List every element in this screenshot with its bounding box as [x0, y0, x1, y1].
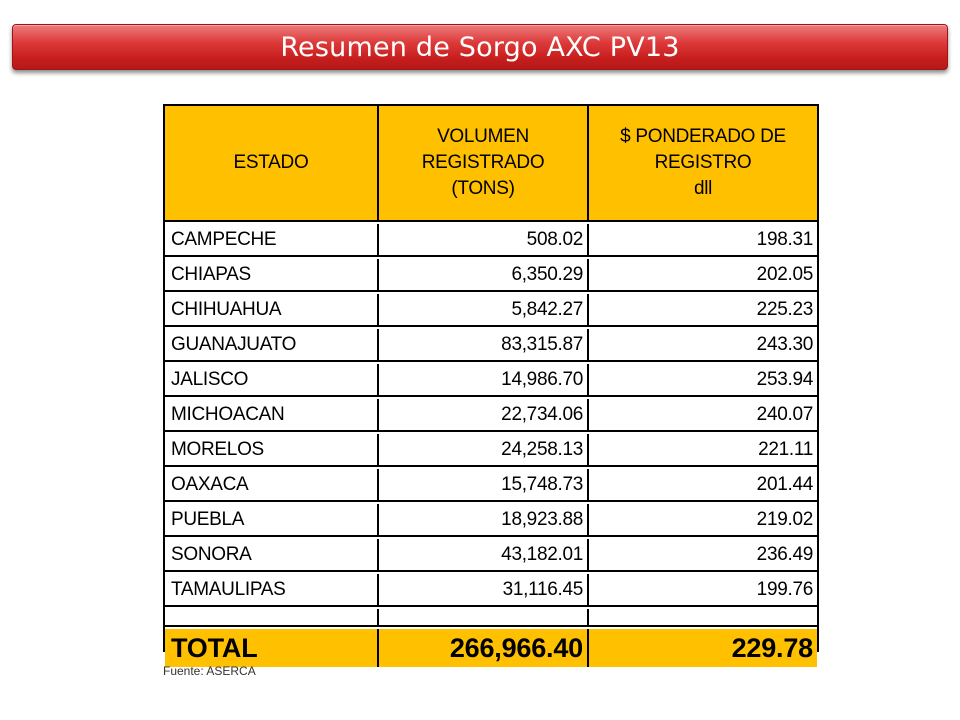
row-volumen: 24,258.13 [379, 434, 589, 465]
header-precio [589, 106, 817, 220]
table-row [165, 399, 817, 432]
table-row [165, 504, 817, 537]
row-volumen: 6,350.29 [379, 259, 589, 290]
slide-title: Resumen de Sorgo AXC PV13 [280, 31, 680, 63]
row-estado: OAXACA [165, 469, 379, 500]
row-estado: MICHOACAN [165, 399, 379, 430]
row-precio: 253.94 [756, 368, 813, 390]
row-volumen: 508.02 [379, 224, 589, 255]
table-row [165, 539, 817, 572]
row-precio: 201.44 [756, 473, 813, 495]
header-estado: ESTADO [165, 106, 379, 220]
row-volumen: 83,315.87 [379, 329, 589, 360]
table-header-row [165, 106, 817, 222]
row-estado: CAMPECHE [165, 224, 379, 255]
row-estado: PUEBLA [165, 504, 379, 535]
table-row [165, 574, 817, 607]
row-volumen: 14,986.70 [379, 364, 589, 395]
title-bar [12, 24, 948, 70]
table-row [165, 469, 817, 502]
row-estado: JALISCO [165, 364, 379, 395]
row-volumen: 5,842.27 [379, 294, 589, 325]
row-precio: 221.11 [758, 438, 813, 460]
header-precio-line3: dll [693, 178, 713, 199]
header-volumen-line3: (TONS) [451, 178, 515, 199]
row-estado: CHIAPAS [165, 259, 379, 290]
row-estado: MORELOS [165, 434, 379, 465]
table-row [165, 434, 817, 467]
row-estado: TAMAULIPAS [165, 574, 379, 605]
row-precio: 236.49 [756, 543, 813, 565]
row-precio: 240.07 [756, 403, 813, 425]
row-precio: 198.31 [756, 228, 813, 250]
row-precio: 243.30 [756, 333, 813, 355]
total-precio: 229.78 [731, 632, 813, 663]
row-volumen: 43,182.01 [379, 539, 589, 570]
row-volumen: 31,116.45 [379, 574, 589, 605]
row-volumen: 22,734.06 [379, 399, 589, 430]
table-spacer-row [165, 609, 817, 627]
table-total-row [165, 629, 817, 667]
header-volumen-line1: VOLUMEN [437, 126, 529, 147]
row-precio: 199.76 [756, 578, 813, 600]
header-precio-line2: REGISTRO [654, 152, 752, 173]
table-row [165, 294, 817, 327]
table-row [165, 329, 817, 362]
row-volumen: 18,923.88 [379, 504, 589, 535]
sorgo-summary-table [163, 104, 819, 663]
row-precio: 202.05 [756, 263, 813, 285]
header-volumen-line2: REGISTRADO [421, 152, 545, 173]
row-estado: SONORA [165, 539, 379, 570]
total-label: TOTAL [165, 629, 379, 667]
row-precio: 225.23 [756, 298, 813, 320]
row-volumen: 15,748.73 [379, 469, 589, 500]
row-precio: 219.02 [756, 508, 813, 530]
header-volumen [379, 106, 589, 220]
row-estado: CHIHUAHUA [165, 294, 379, 325]
total-volumen: 266,966.40 [379, 629, 589, 667]
table-row [165, 224, 817, 257]
table-row [165, 259, 817, 292]
row-estado: GUANAJUATO [165, 329, 379, 360]
header-precio-line1: $ PONDERADO DE [620, 126, 786, 147]
source-note: Fuente: ASERCA [163, 664, 256, 678]
table-row [165, 364, 817, 397]
